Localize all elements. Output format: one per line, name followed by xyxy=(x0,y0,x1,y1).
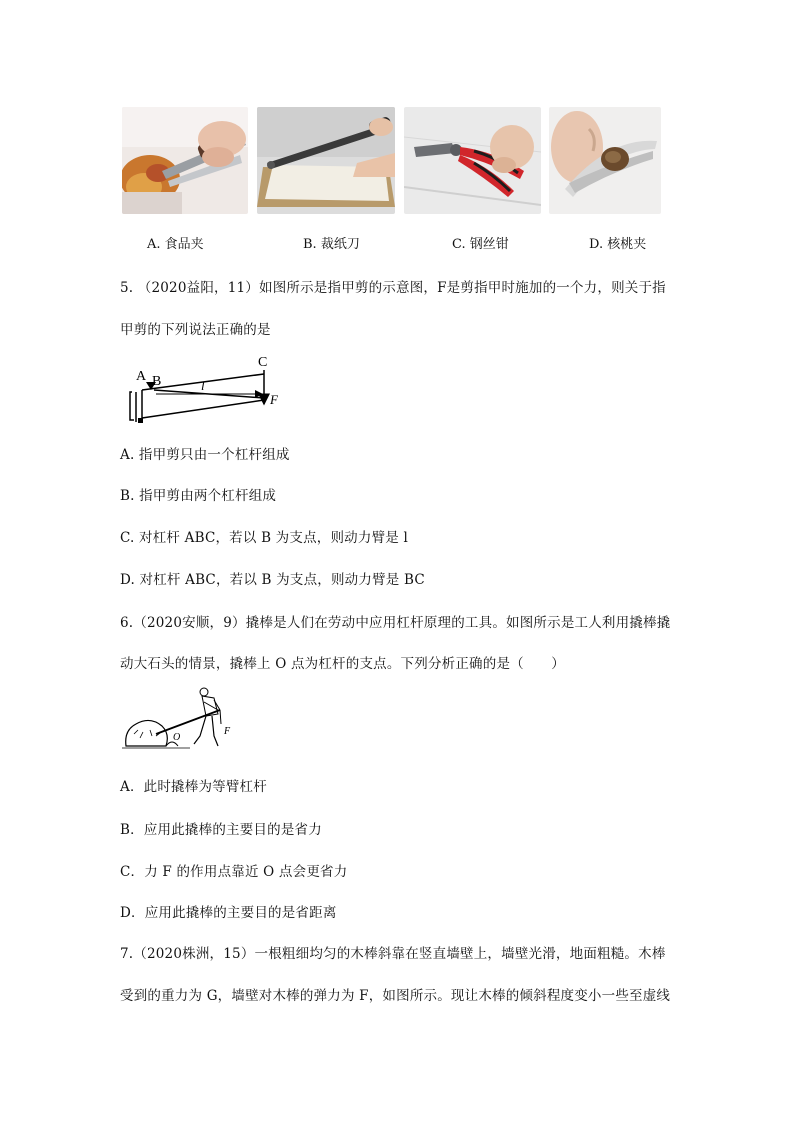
q5-stem-line1: 5. （2020益阳，11）如图所示是指甲剪的示意图，F是剪指甲时施加的一个力，则关于指 xyxy=(120,280,666,296)
label-c: C xyxy=(258,355,268,370)
label-f-crowbar: F xyxy=(224,726,231,737)
q5-option-a: A. 指甲剪只由一个杠杆组成 xyxy=(120,447,290,463)
q5-option-d: D. 对杠杆 ABC，若以 B 为支点，则动力臂是 BC xyxy=(120,572,425,588)
caption-c: C. 钢丝钳 xyxy=(452,237,509,252)
photo-paper-cutter xyxy=(257,107,395,214)
photo-nutcracker xyxy=(549,107,661,214)
label-l: l xyxy=(201,378,205,393)
label-a: A xyxy=(136,369,147,384)
label-f: F xyxy=(270,392,278,407)
q6-option-d: D．应用此撬棒的主要目的是省距离 xyxy=(120,905,337,921)
q6-option-a: A．此时撬棒为等臂杠杆 xyxy=(120,779,267,795)
q6-stem-line1: 6.（2020安顺，9）撬棒是人们在劳动中应用杠杆原理的工具。如图所示是工人利用撬棒撬 xyxy=(120,615,671,631)
label-b: B xyxy=(152,374,162,389)
q6-stem-line2: 动大石头的情景，撬棒上 O 点为杠杆的支点。下列分析正确的是（ ） xyxy=(120,656,565,672)
q7-stem-line2: 受到的重力为 G，墙壁对木棒的弹力为 F，如图所示。现让木棒的倾斜程度变小一些至虚线 xyxy=(120,988,671,1004)
q6-option-b: B．应用此撬棒的主要目的是省力 xyxy=(120,822,322,838)
q5-option-b: B. 指甲剪由两个杠杆组成 xyxy=(120,488,277,504)
q5-stem-line2: 甲剪的下列说法正确的是 xyxy=(120,322,271,338)
photo-wire-pliers xyxy=(404,107,541,214)
caption-a: A. 食品夹 xyxy=(147,237,204,252)
label-o: O xyxy=(173,732,181,743)
q7-stem-line1: 7.（2020株洲，15）一根粗细均匀的木棒斜靠在竖直墙壁上，墙壁光滑，地面粗糙。木棒 xyxy=(120,946,666,962)
q6-option-c: C．力 F 的作用点靠近 O 点会更省力 xyxy=(120,864,348,880)
crowbar-worker-diagram xyxy=(122,684,242,756)
photo-food-tongs xyxy=(122,107,248,214)
q5-option-c: C. 对杠杆 ABC，若以 B 为支点，则动力臂是 l xyxy=(120,530,408,546)
nail-clipper-diagram xyxy=(126,352,286,427)
caption-d: D. 核桃夹 xyxy=(589,237,647,252)
caption-b: B. 裁纸刀 xyxy=(303,237,360,252)
